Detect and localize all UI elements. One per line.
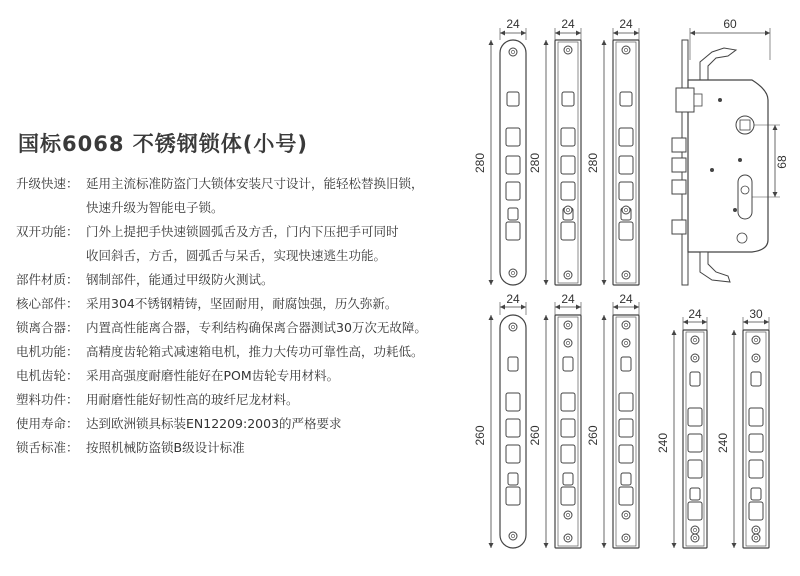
screw-hole <box>624 341 627 344</box>
bolt-slot <box>561 419 575 437</box>
spec-label: 升级快速： <box>16 176 79 191</box>
screw-hole <box>566 273 569 276</box>
screw-hole <box>511 534 514 537</box>
bolt-slot <box>688 502 702 520</box>
bolt-slot <box>621 473 631 485</box>
arrow-head <box>602 280 607 285</box>
bolt-slot <box>619 182 633 200</box>
width-label: 24 <box>619 17 633 31</box>
bolt-slot <box>751 372 761 386</box>
arrow-head <box>613 31 618 36</box>
center-distance-label: 68 <box>775 155 789 169</box>
arrow-head <box>500 305 505 310</box>
height-label: 260 <box>586 425 600 446</box>
screw-hole <box>754 338 757 341</box>
arrow-head <box>576 305 581 310</box>
height-label: 280 <box>528 152 542 174</box>
screw-hole <box>566 341 569 344</box>
width-label: 24 <box>506 292 520 306</box>
spec-label: 电机功能： <box>16 344 79 359</box>
bolt-slot <box>619 222 633 240</box>
arrow-head <box>732 330 737 335</box>
bolt-slot <box>749 434 763 452</box>
bolt-slot <box>508 208 518 220</box>
screw-hole <box>511 50 514 53</box>
spec-line: 高精度齿轮箱式减速箱电机，推力大传功可靠性高，功耗低。 <box>86 344 424 359</box>
spec-line: 按照机械防盗锁B级设计标准 <box>86 440 245 455</box>
bolt-slot <box>506 445 520 463</box>
screw-hole <box>624 513 627 516</box>
screw-hole <box>566 513 569 516</box>
bolt-slot <box>561 487 575 505</box>
arrow-head <box>732 543 737 548</box>
bolt-slot <box>561 128 575 146</box>
height-label: 260 <box>528 425 542 446</box>
bolt-slot <box>506 222 520 240</box>
bolt-slot <box>506 487 520 505</box>
spec-line: 门外上提把手快速锁圆弧舌及方舌，门内下压把手可同时 <box>86 224 399 239</box>
latch-bolt <box>676 88 694 112</box>
spec-line: 快速升级为智能电子锁。 <box>86 200 224 215</box>
screw-hole <box>754 536 757 539</box>
height-label: 240 <box>656 432 670 454</box>
bolt-slot <box>507 92 519 106</box>
bolt-slot <box>749 408 763 426</box>
spec-label: 塑料功件： <box>16 392 79 407</box>
arrow-head <box>683 320 688 325</box>
screw-hole <box>566 536 569 539</box>
bolt-slot <box>506 182 520 200</box>
latch-tab <box>694 94 702 106</box>
spec-label: 电机齿轮： <box>16 368 79 383</box>
rivet <box>738 158 742 162</box>
arrow-head <box>544 543 549 548</box>
screw-hole <box>511 325 514 328</box>
arrow-head <box>489 40 494 45</box>
arrow-head <box>544 40 549 45</box>
arrow-head <box>602 315 607 320</box>
width-label: 24 <box>506 17 520 31</box>
spec-line: 采用高强度耐磨性能好在POM齿轮专用材料。 <box>86 368 340 383</box>
top-hook <box>700 48 736 80</box>
spec-line: 采用304不锈钢精铸，坚固耐用，耐腐蚀强，历久弥新。 <box>86 296 398 311</box>
bolt-slot <box>749 502 763 520</box>
arrow-head <box>765 31 770 36</box>
spec-line: 钢制部件，能通过甲级防火测试。 <box>86 272 274 287</box>
screw-hole <box>693 528 696 531</box>
spec-line: 用耐磨性能好韧性高的玻纤尼龙材料。 <box>86 392 299 407</box>
bolt-slot <box>508 473 518 485</box>
screw-hole <box>693 356 696 359</box>
bolt-slot <box>563 473 573 485</box>
bolt-slot <box>690 488 700 500</box>
screw-hole <box>754 356 757 359</box>
arrow-head <box>602 543 607 548</box>
rivet <box>733 208 737 212</box>
arrow-head <box>521 305 526 310</box>
arrow-head <box>521 31 526 36</box>
arrow-head <box>743 320 748 325</box>
arrow-head <box>555 31 560 36</box>
bolt-slot <box>619 128 633 146</box>
arrow-head <box>634 31 639 36</box>
screw-hole <box>624 536 627 539</box>
spec-line: 收回斜舌，方舌，圆弧舌与呆舌，实现快速逃生功能。 <box>86 248 387 263</box>
bolt-slot <box>619 419 633 437</box>
spindle-square <box>740 120 750 130</box>
spec-label: 锁舌标准： <box>16 440 79 455</box>
spec-label: 部件材质： <box>16 272 79 287</box>
bolt-slot <box>561 393 575 411</box>
screw-hole <box>737 233 747 243</box>
screw-hole <box>566 323 569 326</box>
bolt-slot <box>506 419 520 437</box>
bolt-slot <box>751 488 761 500</box>
arrow-head <box>773 125 778 130</box>
height-label: 280 <box>473 152 487 174</box>
screw-hole <box>693 338 696 341</box>
height-label: 240 <box>716 432 730 454</box>
arrow-head <box>672 543 677 548</box>
width-label: 60 <box>723 17 737 31</box>
arrow-head <box>602 40 607 45</box>
screw-hole <box>566 208 569 211</box>
bolt-slot <box>690 372 700 386</box>
dead-bolt <box>672 180 686 194</box>
bolt-slot <box>506 393 520 411</box>
screw-hole <box>624 273 627 276</box>
height-label: 260 <box>473 425 487 446</box>
height-label: 280 <box>586 152 600 174</box>
bolt-slot <box>619 487 633 505</box>
dead-bolt <box>672 138 686 152</box>
bolt-slot <box>563 357 573 371</box>
screw-hole <box>754 528 757 531</box>
arrow-head <box>690 31 695 36</box>
bolt-slot <box>620 92 632 106</box>
arrow-head <box>672 330 677 335</box>
arrow-head <box>489 280 494 285</box>
arrow-head <box>544 315 549 320</box>
screw-hole <box>624 208 627 211</box>
width-label: 24 <box>688 307 702 321</box>
width-label: 24 <box>561 17 575 31</box>
bolt-slot <box>508 357 518 371</box>
product-title: 国标6068 不锈钢锁体(小号) <box>18 132 308 156</box>
bolt-slot <box>506 156 520 174</box>
arrow-head <box>613 305 618 310</box>
arrow-head <box>634 305 639 310</box>
bolt-slot <box>688 460 702 478</box>
screw-hole <box>566 48 569 51</box>
bolt-slot <box>561 445 575 463</box>
bolt-slot <box>619 393 633 411</box>
spec-label: 使用寿命： <box>16 416 79 431</box>
screw-hole <box>511 271 514 274</box>
bolt-slot <box>749 460 763 478</box>
spec-line: 延用主流标准防盗门大锁体安装尺寸设计，能轻松替换旧锁， <box>86 176 424 191</box>
screw-hole <box>693 536 696 539</box>
bottom-hook <box>700 252 730 282</box>
cylinder-cam <box>741 186 749 194</box>
spec-label: 锁离合器： <box>16 320 79 335</box>
bolt-slot <box>561 182 575 200</box>
width-label: 24 <box>619 292 633 306</box>
arrow-head <box>555 305 560 310</box>
dead-bolt <box>672 158 686 172</box>
bolt-slot <box>619 156 633 174</box>
arrow-head <box>576 31 581 36</box>
bolt-slot <box>688 434 702 452</box>
arrow-head <box>764 320 769 325</box>
spec-label: 核心部件： <box>16 296 79 311</box>
bolt-slot <box>561 156 575 174</box>
bolt-slot <box>621 357 631 371</box>
bolt-slot <box>688 408 702 426</box>
arrow-head <box>489 315 494 320</box>
arrow-head <box>702 320 707 325</box>
spec-label: 双开功能： <box>16 224 79 239</box>
arrow-head <box>500 31 505 36</box>
arrow-head <box>489 543 494 548</box>
rivet <box>710 168 714 172</box>
width-label: 24 <box>561 292 575 306</box>
spec-line: 达到欧洲锁具标装EN12209:2003的严格要求 <box>86 416 342 431</box>
bolt-slot <box>506 128 520 146</box>
bolt-slot <box>619 445 633 463</box>
spec-line: 内置高性能离合器，专利结构确保离合器测试30万次无故障。 <box>86 320 427 335</box>
cylinder-hole <box>738 175 752 219</box>
bolt-slot <box>562 92 574 106</box>
arrow-head <box>773 192 778 197</box>
dead-bolt <box>672 220 686 234</box>
width-label: 30 <box>749 307 763 321</box>
screw-hole <box>624 48 627 51</box>
rivet <box>718 98 722 102</box>
bolt-slot <box>561 222 575 240</box>
screw-hole <box>624 323 627 326</box>
arrow-head <box>544 280 549 285</box>
